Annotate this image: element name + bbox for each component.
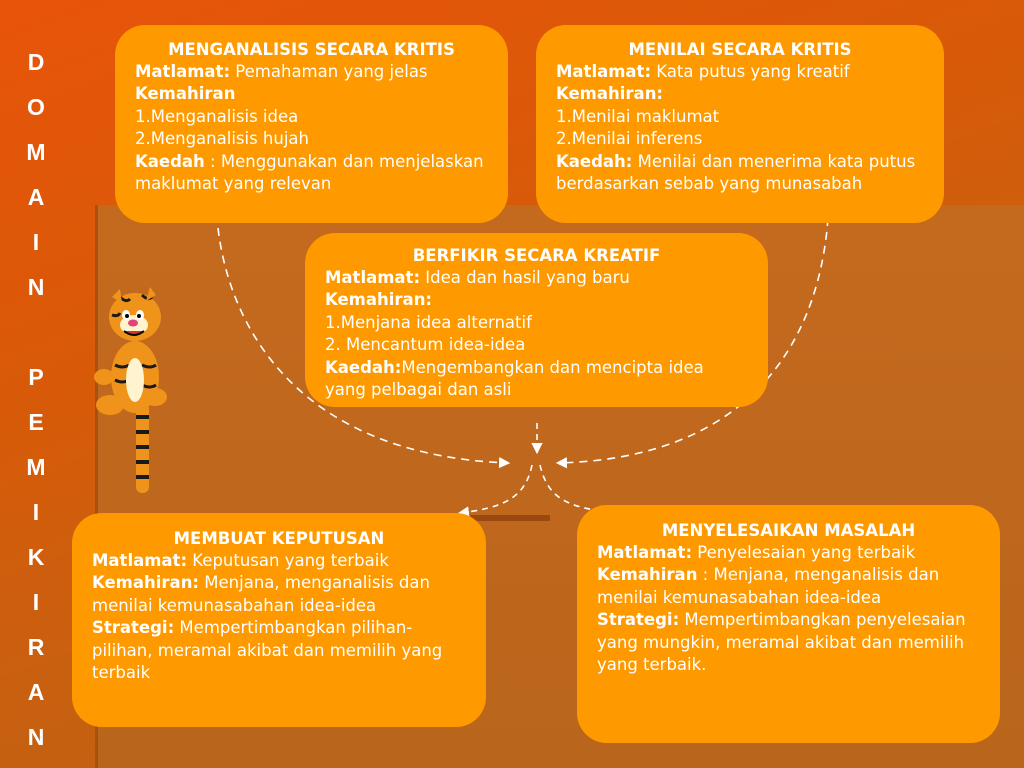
matlamat-label: Matlamat:: [597, 543, 693, 562]
matlamat-text: Penyelesaian yang terbaik: [692, 543, 916, 562]
kaedah-text: : Menggunakan dan menjelaskan maklumat yang relevan: [135, 151, 484, 194]
matlamat-line: [325, 267, 748, 289]
box-membuat-keputusan: [72, 513, 486, 727]
side-letter: K: [27, 544, 45, 570]
kaedah-line: [556, 151, 924, 196]
box-title: BERFIKIR SECARA KREATIF: [412, 246, 661, 265]
matlamat-label: Matlamat:: [325, 268, 421, 287]
kemahiran-line: [92, 572, 466, 617]
kaedah-label: Kaedah:: [556, 151, 633, 171]
kaedah-label: Kaedah:: [325, 357, 402, 377]
kemahiran-label: Kemahiran:: [92, 573, 200, 593]
matlamat-text: Idea dan hasil yang baru: [420, 268, 630, 287]
kemahiran-text: : Menjana, menganalisis dan menilai kemunasabahan idea-idea: [597, 565, 940, 607]
box-menganalisis: [115, 25, 508, 223]
kemahiran-item: 1.Menjana idea alternatif: [325, 312, 532, 332]
kemahiran-label: Kemahiran: [597, 565, 698, 585]
kemahiran-item: 2.Menilai inferens: [556, 129, 703, 149]
tiger-cartoon-image: [90, 285, 180, 500]
side-letter: N: [27, 724, 45, 750]
matlamat-text: Pemahaman yang jelas: [230, 62, 428, 81]
kemahiran-item: 1.Menganalisis idea: [135, 106, 299, 126]
arrow-center-to-keputusan: [460, 465, 532, 513]
box-berfikir-kreatif: [305, 233, 768, 407]
kaedah-line: [325, 357, 748, 402]
matlamat-text: Kata putus yang kreatif: [651, 62, 850, 81]
matlamat-line: [92, 550, 466, 572]
matlamat-label: Matlamat:: [135, 62, 231, 81]
kaedah-text: Menilai dan menerima kata putus berdasarkan sebab yang munasabah: [556, 151, 916, 194]
kaedah-text: Mengembangkan dan mencipta idea yang pelbagai dan asli: [325, 357, 704, 400]
kemahiran-label: Kemahiran:: [556, 84, 664, 104]
kemahiran-text: Menjana, menganalisis dan menilai kemunasabahan idea-idea: [92, 573, 430, 615]
strategi-label: Strategi:: [597, 610, 680, 630]
matlamat-line: [135, 61, 488, 83]
strategi-line: [92, 617, 466, 684]
side-letter: M: [26, 139, 46, 165]
kemahiran-line: [597, 564, 980, 609]
side-letter: I: [32, 589, 40, 615]
strategi-line: [597, 609, 980, 676]
side-letter: R: [27, 634, 45, 660]
box-title: MENILAI SECARA KRITIS: [628, 40, 852, 59]
side-letter: O: [27, 94, 45, 120]
arrow-center-to-masalah: [540, 465, 608, 512]
kemahiran-item: 2. Mencantum idea-idea: [325, 335, 526, 355]
kemahiran-label: Kemahiran:: [325, 290, 433, 310]
side-letter: A: [27, 184, 45, 210]
kaedah-label: Kaedah: [135, 151, 205, 171]
side-letter: I: [32, 499, 40, 525]
strategi-text: Mempertimbangkan pilihan-pilihan, meramal akibat dan memilih yang terbaik: [92, 618, 443, 683]
matlamat-line: [597, 542, 980, 564]
side-letter: M: [26, 454, 46, 480]
side-letter: D: [27, 49, 45, 75]
box-menyelesaikan-masalah: [577, 505, 1000, 743]
side-letter: I: [32, 229, 40, 255]
matlamat-text: Keputusan yang terbaik: [187, 551, 389, 570]
strategi-label: Strategi:: [92, 618, 175, 638]
kaedah-line: [135, 151, 488, 196]
side-letter: N: [27, 274, 45, 300]
kemahiran-item: 2.Menganalisis hujah: [135, 129, 309, 149]
kemahiran-label: Kemahiran: [135, 84, 236, 104]
matlamat-line: [556, 61, 924, 83]
box-title: MEMBUAT KEPUTUSAN: [173, 529, 385, 548]
side-letter: A: [27, 679, 45, 705]
strategi-text: Mempertimbangkan penyelesaian yang mungkin, meramal akibat dan memilih yang terbaik.: [597, 610, 966, 675]
box-title: MENGANALISIS SECARA KRITIS: [168, 40, 455, 59]
matlamat-label: Matlamat:: [556, 62, 652, 81]
box-menilai: [536, 25, 944, 223]
side-letter: P: [28, 364, 44, 390]
box-title: MENYELESAIKAN MASALAH: [661, 521, 916, 540]
matlamat-label: Matlamat:: [92, 551, 188, 570]
side-letter: E: [28, 409, 44, 435]
kemahiran-item: 1.Menilai maklumat: [556, 106, 720, 126]
